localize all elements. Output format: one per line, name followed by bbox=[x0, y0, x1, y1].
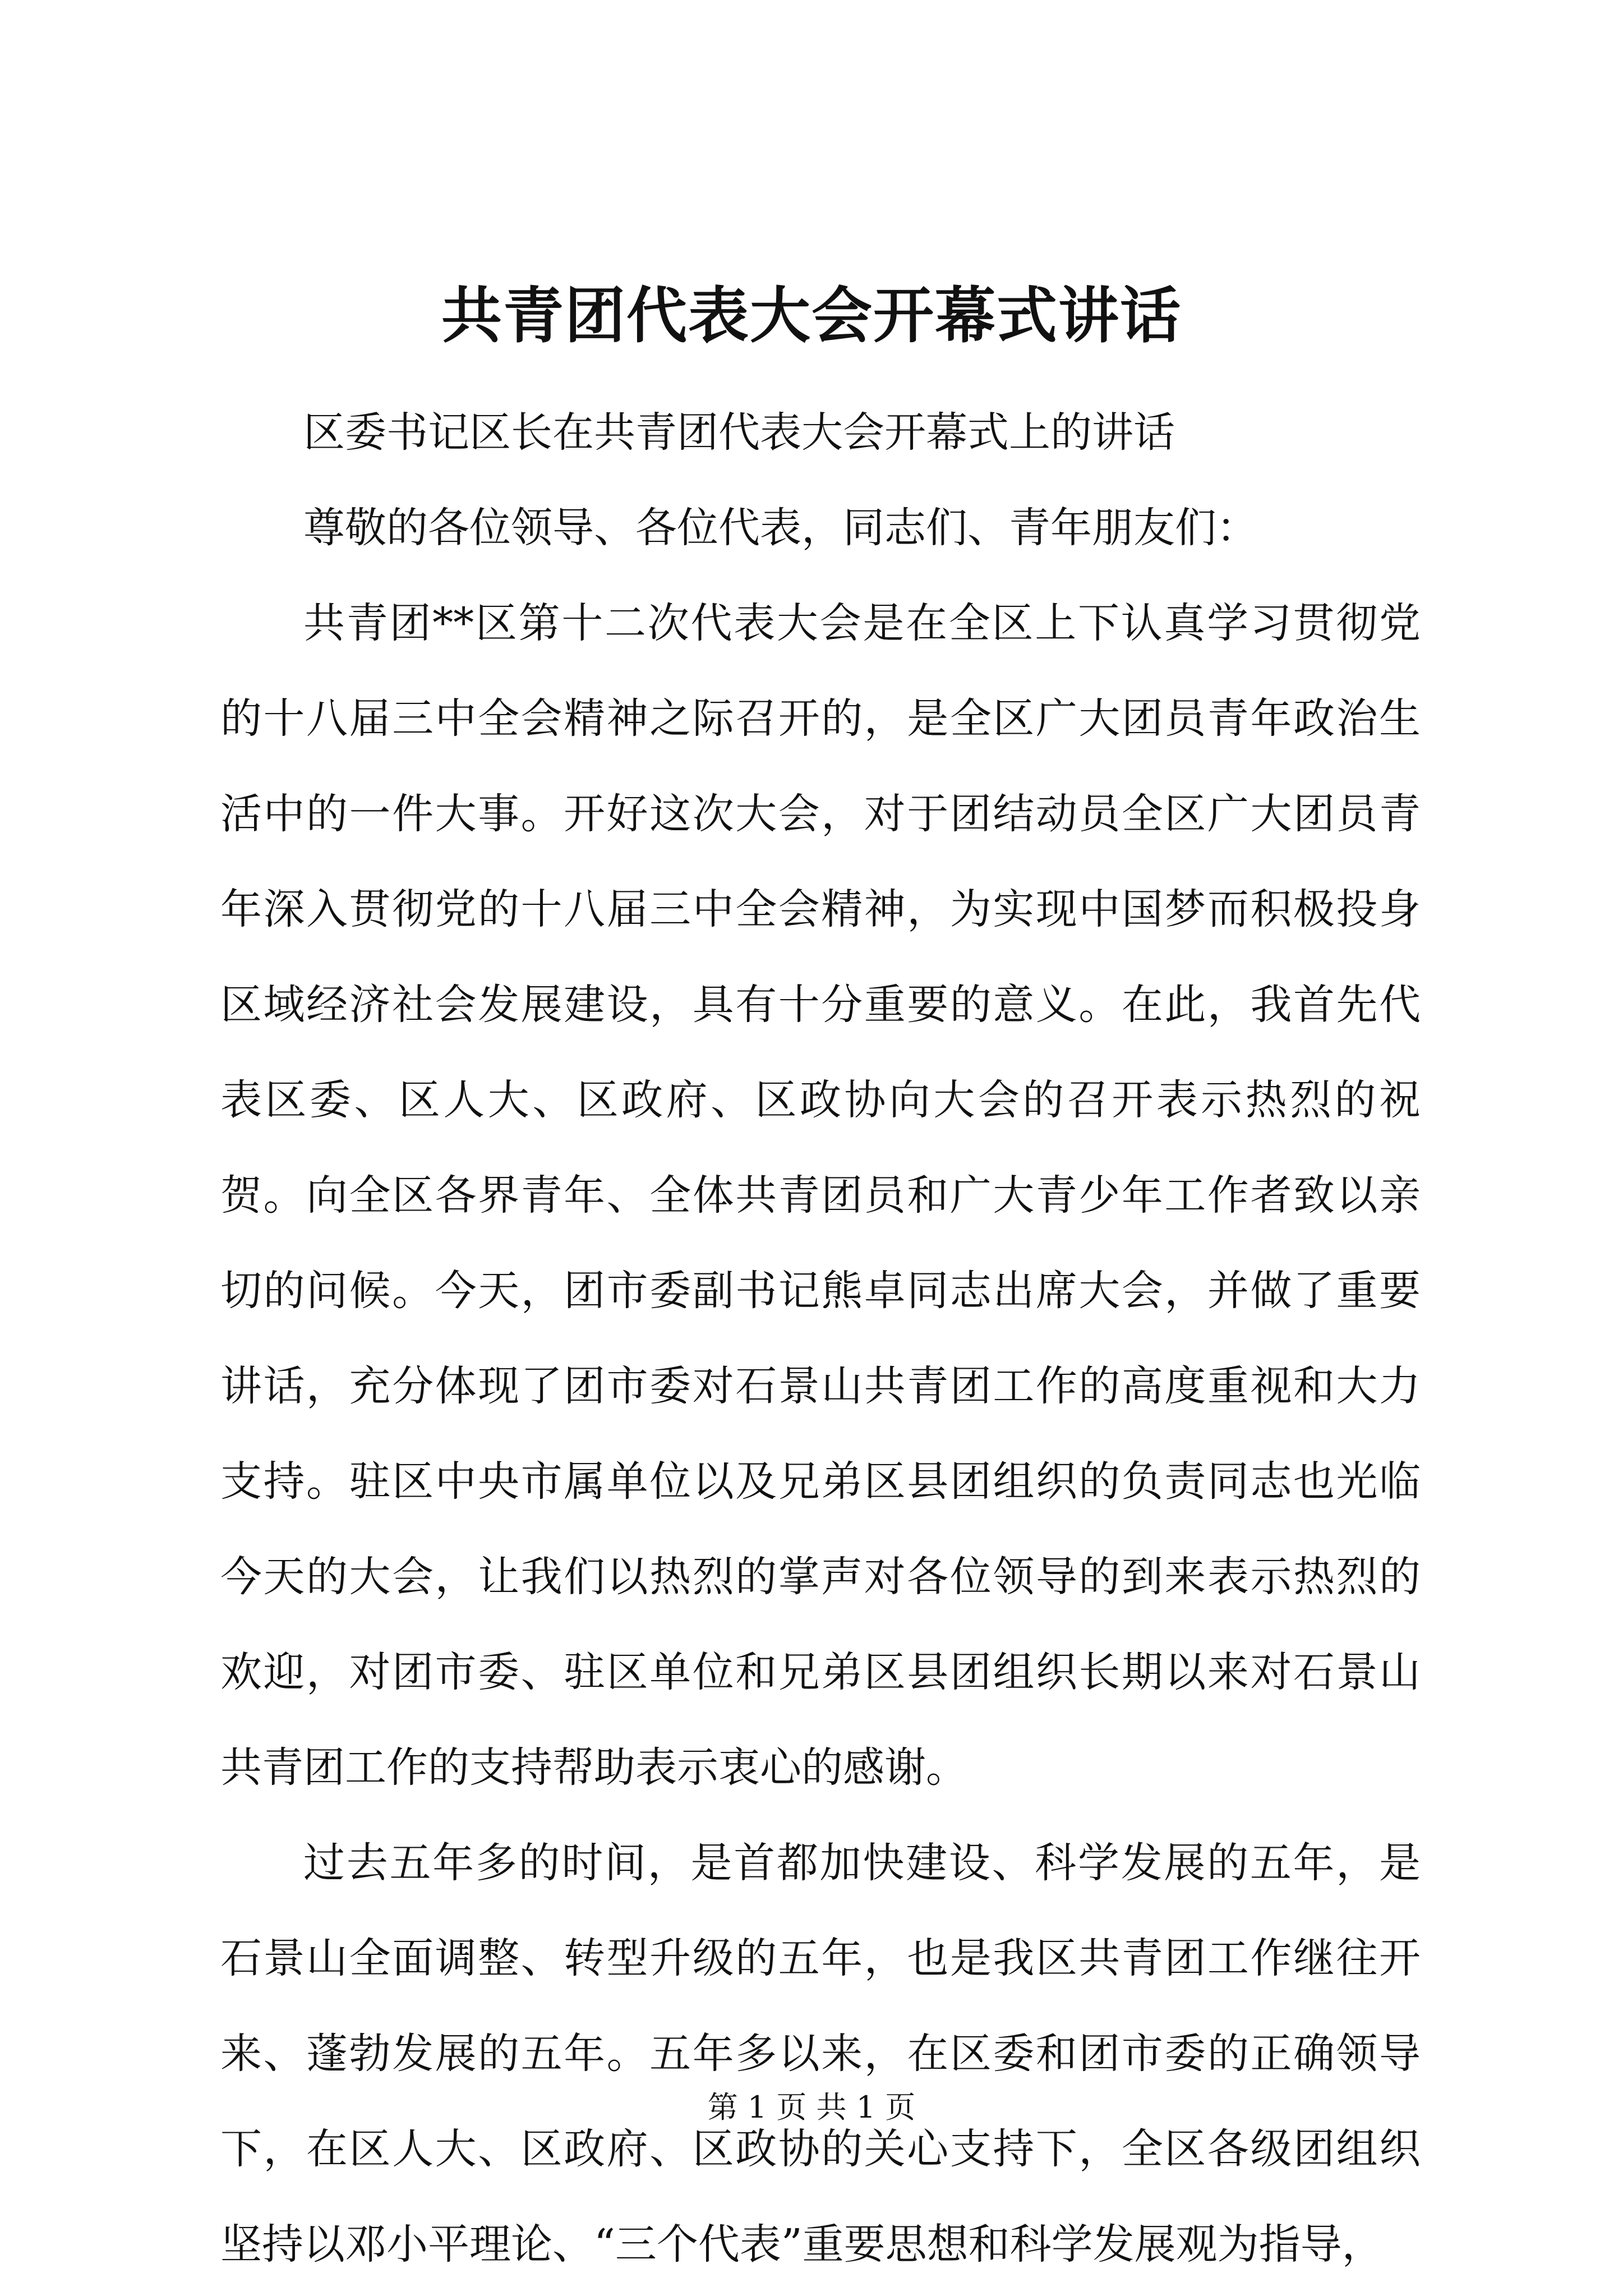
body-paragraph: 共青团**区第十二次代表大会是在全区上下认真学习贯彻党的十八届三中全会精神之际召开的，是全区广大团员青年政治生活中的一件大事。开好这次大会，对于团结动员全区广大团员青年深入贯彻党的十八届三中全会精神，为实现中国梦而积极投身区域经济社会发展建设，具有十分重要的意义。在此，我首先代表区委、区人大、区政府、区政协向大会的召开表示热烈的祝贺。向全区各界青年、全体共青团员和广大青少年工作者致以亲切的问候。今天，团市委副书记熊卓同志出席大会，并做了重要讲话，充分体现了团市委对石景山共青团工作的高度重视和大力支持。驻区中央市属单位以及兄弟区县团组织的负责同志也光临今天的大会，让我们以热烈的掌声对各位领导的到来表示热烈的欢迎，对团市委、驻区单位和兄弟区县团组织长期以来对石景山共青团工作的支持帮助表示衷心的感谢。 bbox=[220, 599, 1421, 1792]
page-number-footer: 第 1 页 共 1 页 bbox=[707, 2090, 916, 2125]
body-paragraph: 过去五年多的时间，是首都加快建设、科学发展的五年，是石景山全面调整、转型升级的五年，也是我区共青团工作继往开来、蓬勃发展的五年。五年多以来，在区委和团市委的正确领导下，在区人大、区政府、区政协的关心支持下，全区各级团组织坚持以邓小平理论、“三个代表”重要思想和科学发展观为指导， bbox=[220, 1839, 1421, 2269]
document-title: 共青团代表大会开幕式讲话 bbox=[441, 280, 1182, 351]
subtitle-paragraph: 区委书记区长在共青团代表大会开幕式上的讲话 bbox=[303, 408, 1175, 457]
salutation-paragraph: 尊敬的各位领导、各位代表，同志们、青年朋友们： bbox=[303, 504, 1258, 552]
document-body bbox=[220, 385, 1421, 2292]
